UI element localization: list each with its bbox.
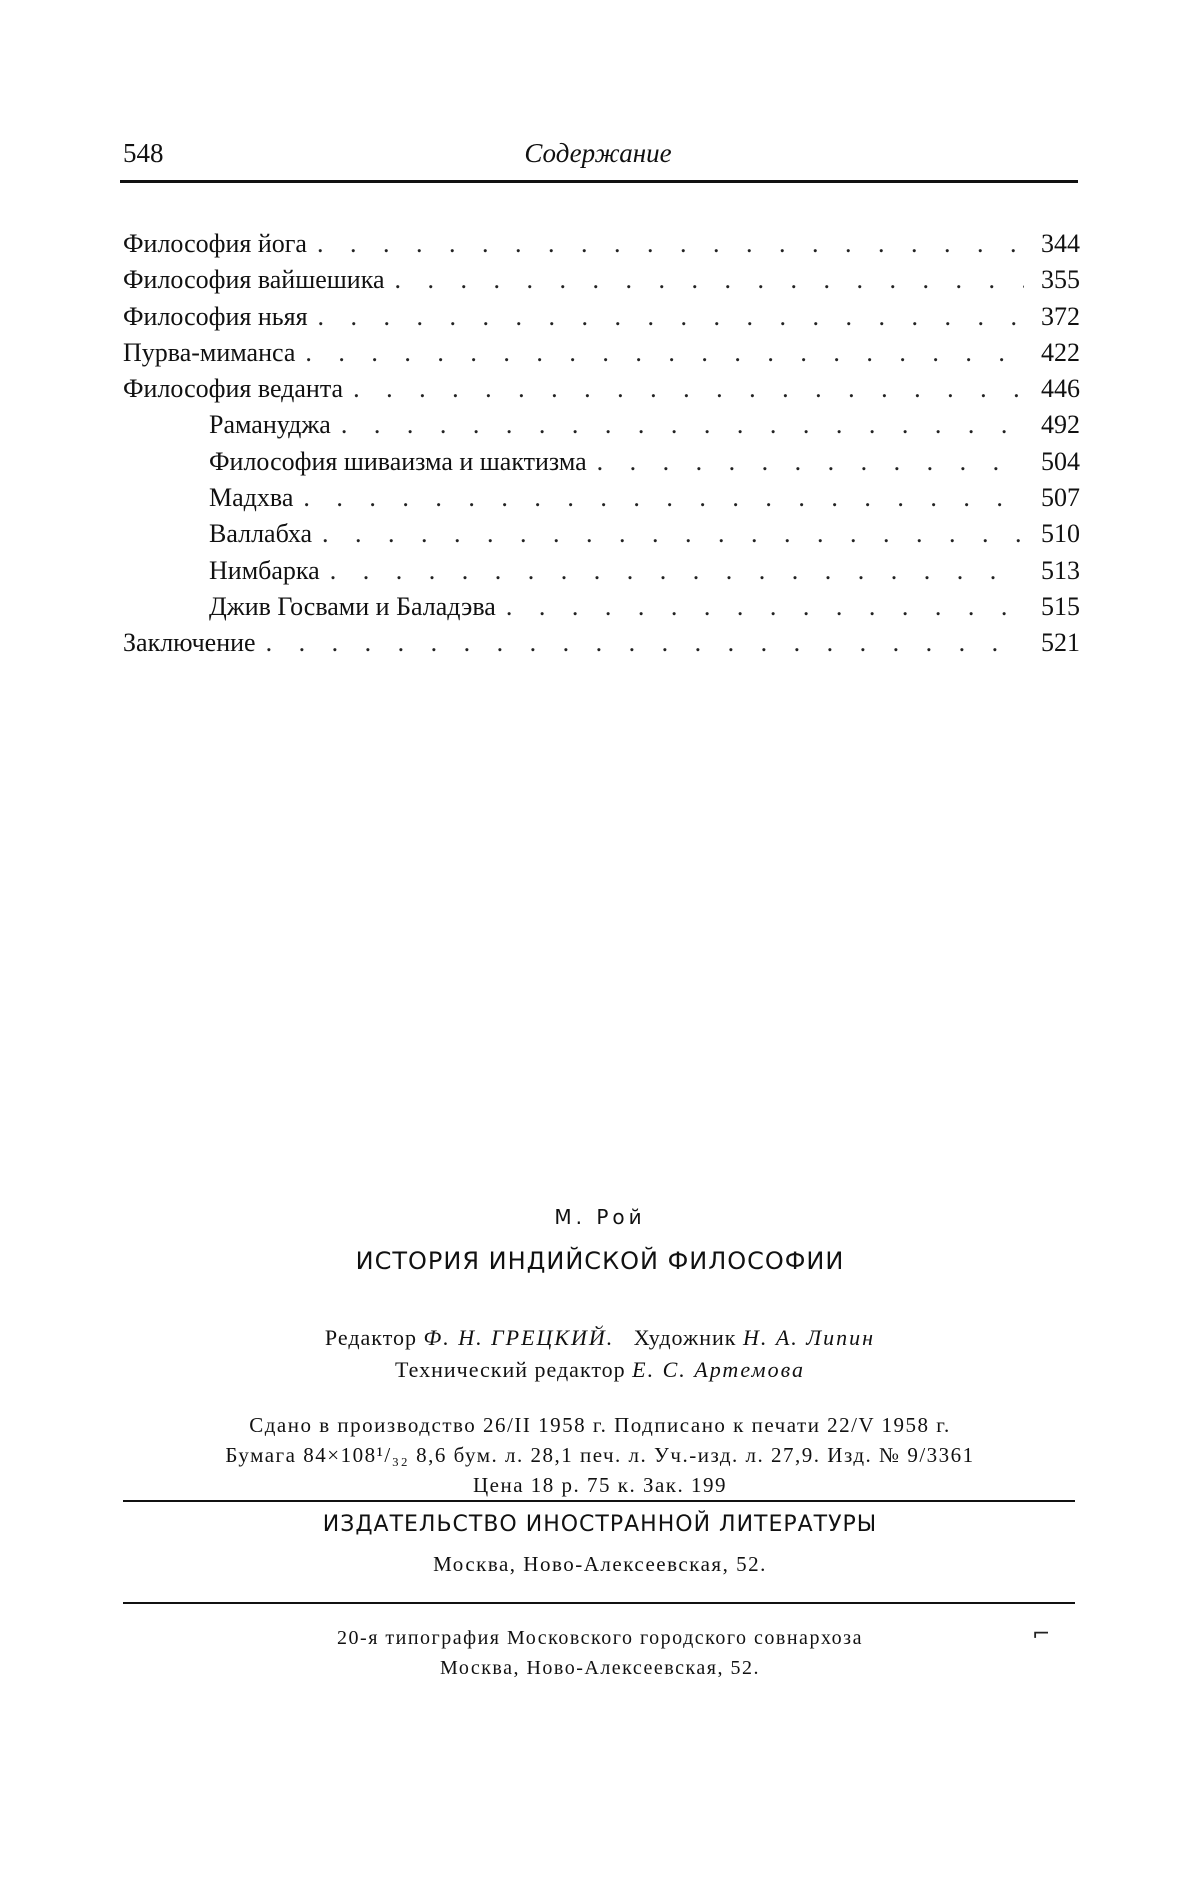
print-line-1: Сдано в производство 26/II 1958 г. Подписано к печати 22/V 1958 г. — [249, 1413, 951, 1437]
artist-name: Н. А. Липин — [742, 1325, 876, 1350]
toc-entry — [123, 371, 1080, 407]
credits — [120, 1322, 1080, 1386]
toc-entry-label: Философия веданта — [123, 374, 344, 404]
toc-leader-dots — [395, 262, 1025, 298]
toc-entry-label: Джив Госвами и Баладэва — [209, 591, 496, 621]
print-line-2: Бумага 84×108¹/₃₂ 8,6 бум. л. 28,1 печ. л. Уч.-изд. л. 27,9. Изд. № 9/3361 — [225, 1443, 975, 1467]
typography-info — [120, 1623, 1080, 1683]
running-title: Содержание — [524, 138, 672, 168]
toc-entry-page: 504 — [1041, 446, 1080, 476]
artist-label: Художник — [633, 1325, 737, 1350]
toc-entry-label: Рамануджа — [209, 410, 331, 440]
toc-entry-label: Валлабха — [209, 519, 313, 549]
toc-entry-page: 372 — [1041, 301, 1080, 331]
toc-leader-dots — [353, 371, 1024, 407]
toc-entry-label: Мадхва — [209, 483, 294, 513]
toc-entry-page: 422 — [1041, 337, 1080, 367]
credits-line-1 — [120, 1322, 1080, 1354]
toc-entry — [123, 262, 1080, 298]
editor-name: Ф. Н. ГРЕЦКИЙ. — [423, 1325, 615, 1350]
toc-entry-label: Философия вайшешика — [123, 265, 385, 295]
toc-entry-label: Нимбарка — [209, 555, 320, 585]
print-line-3: Цена 18 р. 75 к. Зак. 199 — [472, 1473, 728, 1497]
publisher-address: Москва, Ново-Алексеевская, 52. — [433, 1552, 767, 1576]
book-title: ИСТОРИЯ ИНДИЙСКОЙ ФИЛОСОФИИ — [355, 1247, 845, 1275]
typography-line-1: 20-я типография Московского городского совнархоза — [337, 1627, 863, 1649]
toc-leader-dots — [597, 444, 1024, 480]
toc-leader-dots — [318, 299, 1024, 335]
toc-leader-dots — [266, 625, 1024, 661]
author: М. Рой — [554, 1205, 646, 1229]
toc-entry-page: 446 — [1041, 374, 1080, 404]
toc-entry-label: Философия шиваизма и шактизма — [209, 446, 587, 476]
divider-rule — [123, 1602, 1075, 1604]
header-rule — [120, 180, 1078, 183]
print-info — [120, 1410, 1080, 1500]
toc-leader-dots — [305, 335, 1024, 371]
toc-entry-page: 344 — [1041, 229, 1080, 258]
toc-leader-dots — [341, 407, 1024, 443]
table-of-contents — [123, 226, 1080, 662]
publisher: ИЗДАТЕЛЬСТВО ИНОСТРАННОЙ ЛИТЕРАТУРЫ — [322, 1512, 878, 1537]
toc-entry-label: Заключение — [123, 628, 256, 658]
toc-entry-page: 510 — [1041, 519, 1080, 549]
toc-entry — [123, 299, 1080, 335]
toc-entry-page: 521 — [1041, 628, 1080, 658]
toc-entry — [123, 226, 1080, 262]
toc-entry — [123, 335, 1080, 371]
toc-entry — [123, 516, 1080, 552]
toc-entry-page: 355 — [1041, 265, 1080, 295]
toc-entry — [123, 444, 1080, 480]
toc-entry-page: 515 — [1041, 591, 1080, 621]
toc-leader-dots — [322, 516, 1024, 552]
toc-entry — [123, 625, 1080, 661]
toc-entry — [123, 407, 1080, 443]
toc-entry — [123, 553, 1080, 589]
toc-leader-dots — [303, 480, 1024, 516]
toc-entry-page: 507 — [1041, 483, 1080, 513]
typography-line-2: Москва, Ново-Алексеевская, 52. — [440, 1657, 760, 1679]
toc-entry-label: Философия ньяя — [123, 301, 308, 331]
tech-editor-label: Технический редактор — [395, 1357, 626, 1382]
toc-entry-label: Пурва-миманса — [123, 337, 296, 367]
credits-line-2 — [120, 1354, 1080, 1386]
toc-entry-page: 513 — [1041, 555, 1080, 585]
toc-leader-dots — [317, 226, 1024, 262]
toc-leader-dots — [506, 589, 1024, 625]
editor-label: Редактор — [324, 1325, 418, 1350]
printer-mark: ⌐ — [1032, 1622, 1051, 1647]
tech-editor-name: Е. С. Артемова — [632, 1357, 805, 1382]
toc-entry — [123, 480, 1080, 516]
page-header — [123, 138, 1073, 178]
toc-entry-page: 492 — [1041, 410, 1080, 440]
divider-rule — [123, 1500, 1075, 1502]
page-number: 548 — [123, 138, 164, 168]
toc-entry — [123, 589, 1080, 625]
toc-leader-dots — [330, 553, 1024, 589]
toc-entry-label: Философия йога — [123, 229, 307, 258]
